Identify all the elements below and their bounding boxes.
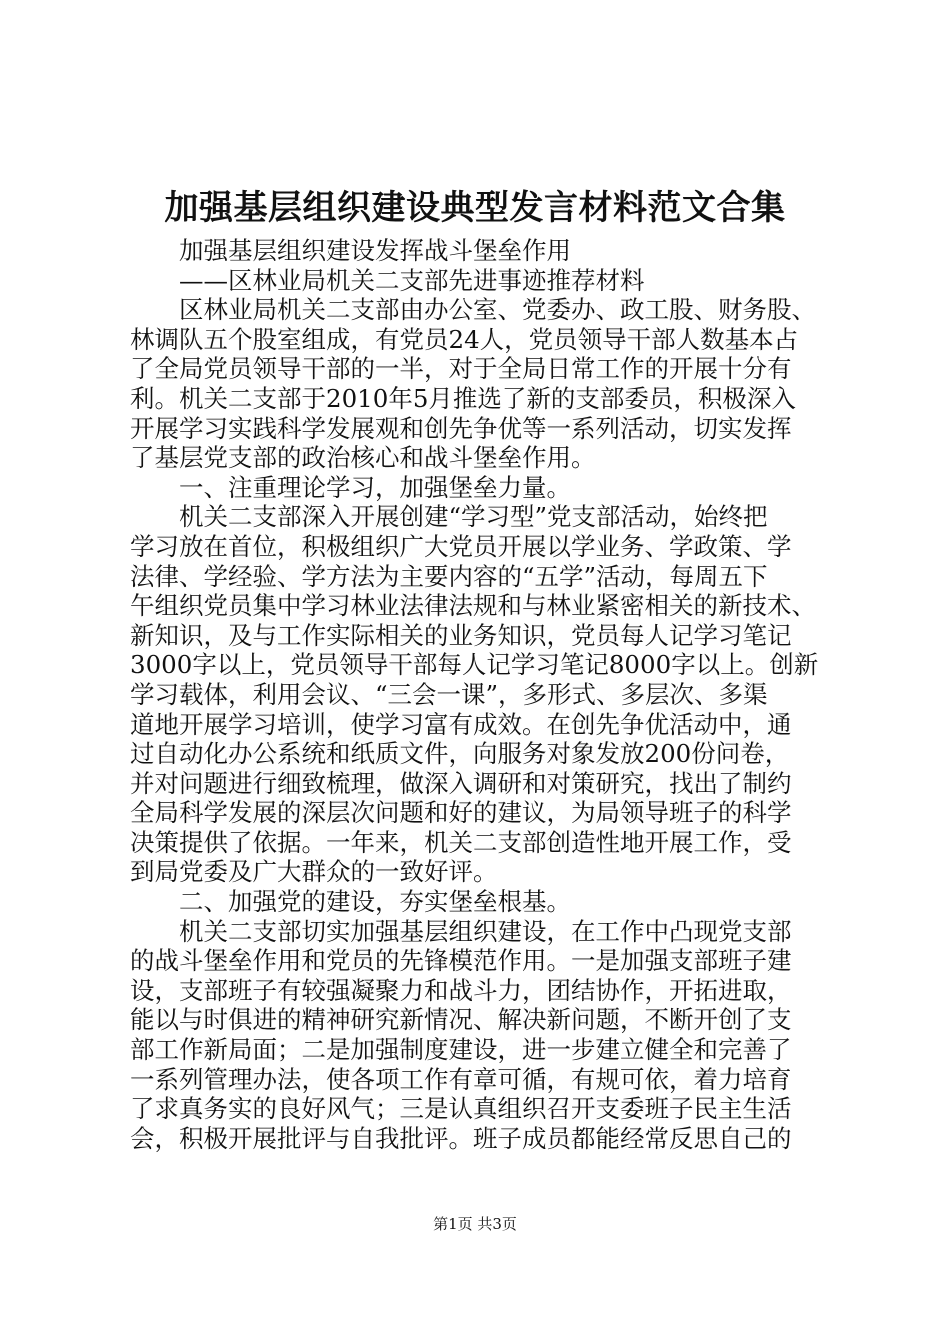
paragraph-line: 法律、学经验、学方法为主要内容的“五学”活动，每周五下 bbox=[130, 561, 768, 591]
paragraph-line: 利。机关二支部于2010年5月推选了新的支部委员，积极深入 bbox=[130, 383, 796, 413]
document-title: 加强基层组织建设典型发言材料范文合集 bbox=[164, 188, 786, 228]
paragraph-line: 机关二支部深入开展创建“学习型”党支部活动，始终把 bbox=[130, 502, 768, 532]
paragraph-line: 开展学习实践科学发展观和创先争优等一系列活动，切实发挥 bbox=[130, 413, 792, 443]
paragraph-line: 学习载体，利用会议、“三会一课”，多形式、多层次、多渠 bbox=[130, 679, 768, 709]
paragraph-line: 过自动化办公系统和纸质文件，向服务对象发放200份问卷， bbox=[130, 739, 790, 769]
paragraph-line: 3000字以上，党员领导干部每人记学习笔记8000字以上。创新 bbox=[130, 650, 819, 680]
paragraph-line: 学习放在首位，积极组织广大党员开展以学业务、学政策、学 bbox=[130, 531, 792, 561]
subtitle-line: ——区林业局机关二支部先进事迹推荐材料 bbox=[130, 265, 645, 295]
paragraph-line: 全局科学发展的深层次问题和好的建议，为局领导班子的科学 bbox=[130, 798, 792, 828]
section-heading: 二、加强党的建设，夯实堡垒根基。 bbox=[130, 887, 571, 917]
paragraph-line: 能以与时俱进的精神研究新情况、解决新问题，不断开创了支 bbox=[130, 1005, 792, 1035]
paragraph-line: 了基层党支部的政治核心和战斗堡垒作用。 bbox=[130, 443, 596, 473]
paragraph-line: 道地开展学习培训，使学习富有成效。在创先争优活动中，通 bbox=[130, 709, 792, 739]
paragraph-line: 部工作新局面；二是加强制度建设，进一步建立健全和完善了 bbox=[130, 1035, 792, 1065]
document-body bbox=[130, 236, 840, 1153]
paragraph-line: 的战斗堡垒作用和党员的先锋模范作用。一是加强支部班子建 bbox=[130, 946, 792, 976]
paragraph-line: 到局党委及广大群众的一致好评。 bbox=[130, 857, 498, 887]
paragraph-line: 设，支部班子有较强凝聚力和战斗力，团结协作，开拓进取， bbox=[130, 975, 792, 1005]
paragraph-line: 会，积极开展批评与自我批评。班子成员都能经常反思自己的 bbox=[130, 1123, 792, 1153]
paragraph-line: 一系列管理办法，使各项工作有章可循，有规可依，着力培育 bbox=[130, 1064, 792, 1094]
paragraph-line: 决策提供了依据。一年来，机关二支部创造性地开展工作，受 bbox=[130, 827, 792, 857]
paragraph-line: 并对问题进行细致梳理，做深入调研和对策研究，找出了制约 bbox=[130, 768, 792, 798]
subtitle-line: 加强基层组织建设发挥战斗堡垒作用 bbox=[130, 236, 571, 265]
paragraph-line: 机关二支部切实加强基层组织建设，在工作中凸现党支部 bbox=[130, 916, 792, 946]
paragraph-line: 了求真务实的良好风气；三是认真组织召开支委班子民主生活 bbox=[130, 1094, 792, 1124]
paragraph-line: 午组织党员集中学习林业法律法规和与林业紧密相关的新技术、 bbox=[130, 591, 816, 621]
page-footer: 第1页 共3页 bbox=[433, 1215, 517, 1233]
paragraph-line: 了全局党员领导干部的一半，对于全局日常工作的开展十分有 bbox=[130, 354, 792, 384]
section-heading: 一、注重理论学习，加强堡垒力量。 bbox=[130, 472, 571, 502]
paragraph-line: 林调队五个股室组成，有党员24人，党员领导干部人数基本占 bbox=[130, 324, 799, 354]
paragraph-line: 区林业局机关二支部由办公室、党委办、政工股、财务股、 bbox=[130, 295, 816, 325]
paragraph-line: 新知识，及与工作实际相关的业务知识，党员每人记学习笔记 bbox=[130, 620, 792, 650]
